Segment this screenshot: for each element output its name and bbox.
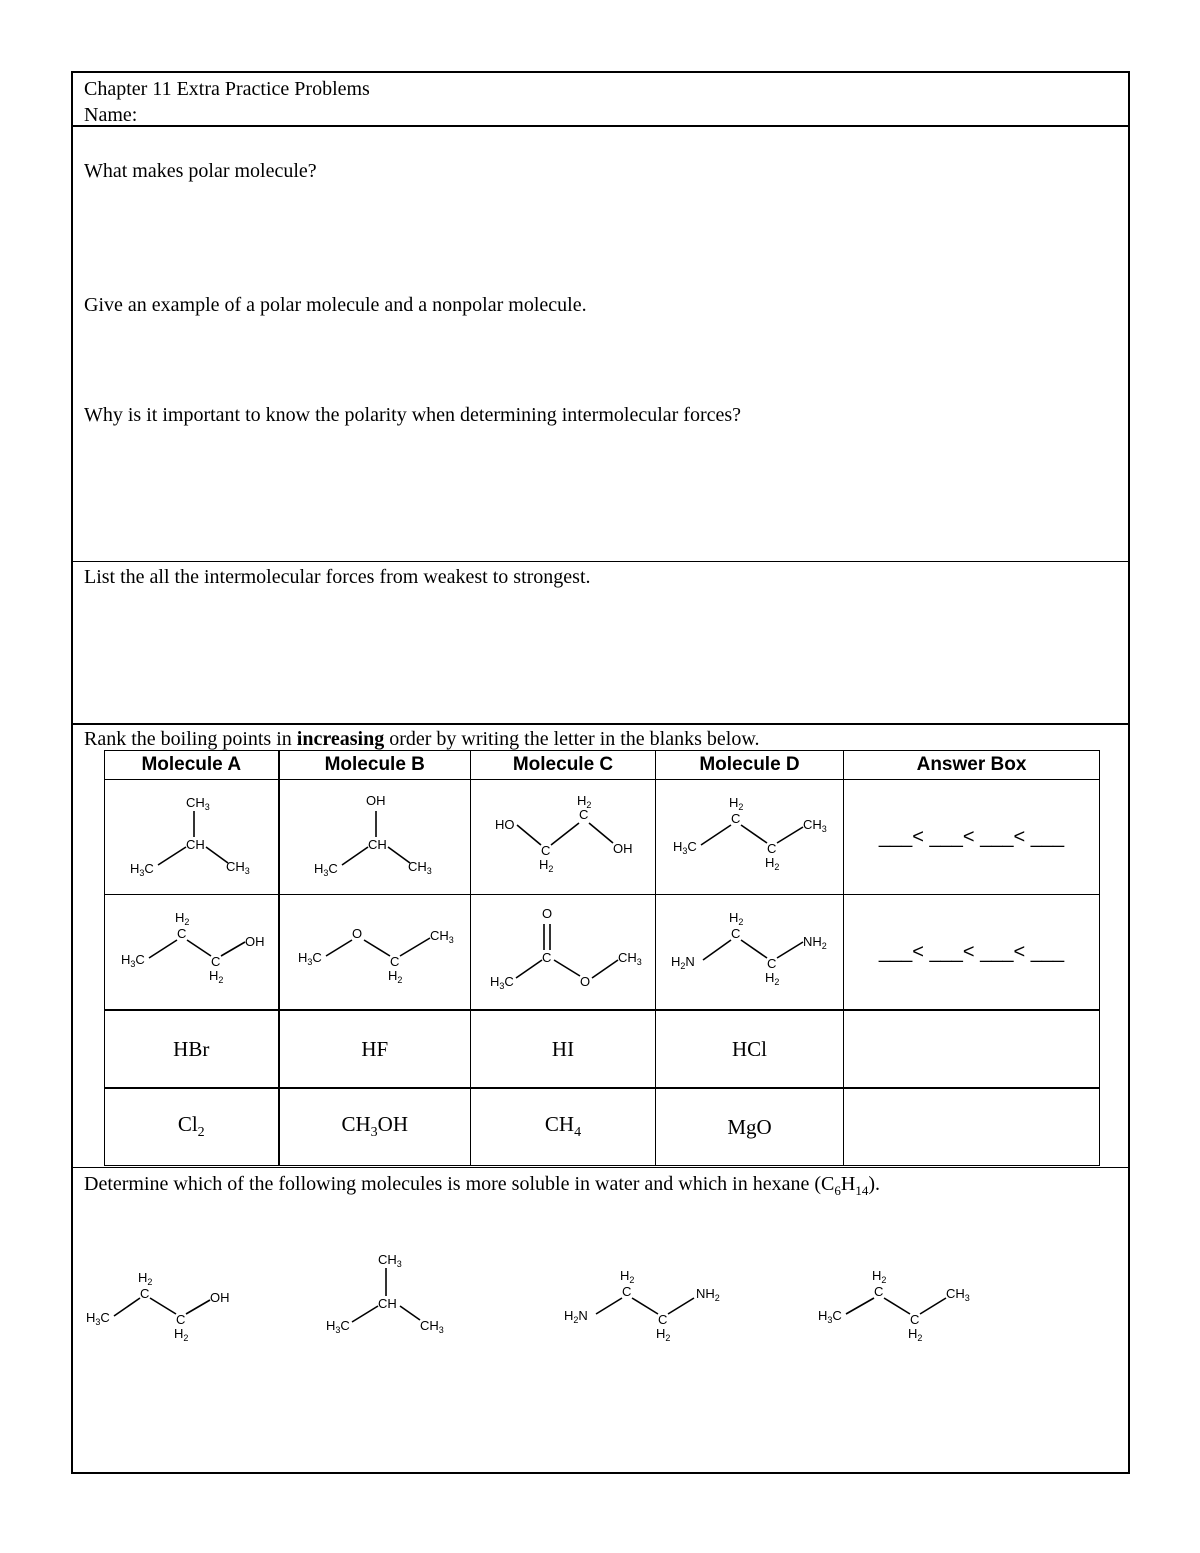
methyl-acetate-structure <box>478 902 648 1002</box>
molecule-d-row1 <box>656 780 844 895</box>
table-row <box>105 895 1100 1011</box>
molecule-c-row3: HI <box>471 1010 656 1088</box>
svg-text:H2: $H_2$ <box>764 970 779 987</box>
svg-text:H2N: $H_2N$ <box>564 1308 588 1325</box>
molecule-c-row2 <box>471 895 656 1011</box>
answer-box-row4[interactable] <box>844 1088 1100 1166</box>
worksheet-title: Chapter 11 Extra Practice Problems <box>84 78 370 100</box>
svg-text:OH: OH <box>365 793 386 808</box>
svg-text:H3C: $H_3C$ <box>297 950 322 967</box>
svg-text:CH3: $CH_3$ <box>946 1286 970 1303</box>
svg-text:H2: $H_2$ <box>138 1270 153 1287</box>
svg-text:OH: OH <box>613 841 633 856</box>
svg-text:HO: HO <box>495 817 515 832</box>
svg-text:C: C <box>140 1286 150 1301</box>
svg-text:H2: $H_2$ <box>728 795 743 812</box>
svg-text:C: C <box>766 841 776 856</box>
svg-text:C: C <box>874 1284 884 1299</box>
svg-text:C: C <box>622 1284 632 1299</box>
svg-text:H2N: $H_2N$ <box>670 954 695 971</box>
molecule-b-row3: HF <box>279 1010 471 1088</box>
svg-text:NH2: $NH_2$ <box>696 1286 720 1303</box>
svg-text:H2: $H_2$ <box>656 1326 671 1343</box>
svg-text:CH: CH <box>378 1296 397 1311</box>
methoxyethane-structure <box>290 902 460 1002</box>
table-row <box>105 1010 1100 1088</box>
svg-text:H3C: $H_3C$ <box>130 861 155 878</box>
answer-box-row2[interactable] <box>844 895 1100 1011</box>
svg-text:C: C <box>177 926 187 941</box>
svg-text:C: C <box>658 1312 668 1327</box>
svg-text:H2: $H_2$ <box>764 855 779 872</box>
svg-text:H3C: $H_3C$ <box>818 1308 842 1325</box>
molecule-d-row4: MgO <box>656 1088 844 1166</box>
svg-text:CH: CH <box>186 837 206 852</box>
isobutane-structure-bottom <box>322 1250 472 1350</box>
svg-text:H2: $H_2$ <box>175 910 190 927</box>
svg-text:OH: OH <box>245 934 265 949</box>
propanol-structure <box>111 902 271 1002</box>
header-answer-box: Answer Box <box>844 751 1100 780</box>
svg-text:H2: $H_2$ <box>577 793 592 810</box>
propanol-structure-bottom <box>82 1262 252 1352</box>
answer-blanks: ___< ___< ___< ___ <box>878 825 1065 848</box>
molecule-d-row2 <box>656 895 844 1011</box>
molecule-a-row2 <box>105 895 279 1011</box>
svg-text:H2: $H_2$ <box>387 968 403 985</box>
svg-text:C: C <box>910 1312 920 1327</box>
table-row <box>105 780 1100 895</box>
svg-text:CH3: $CH_3$ <box>407 859 432 876</box>
solubility-question: Determine which of the following molecules is more soluble in water and which in hexane $(C_6H_{14})$. <box>84 1173 880 1198</box>
butane-structure <box>665 787 835 887</box>
svg-text:H3C: $H_3C$ <box>313 861 338 878</box>
svg-text:CH3: $CH_3$ <box>420 1318 444 1335</box>
svg-text:C: C <box>389 954 400 969</box>
answer-box-row3[interactable] <box>844 1010 1100 1088</box>
divider-section1 <box>71 561 1130 562</box>
name-label: Name: <box>84 104 138 126</box>
svg-text:H2: $H_2$ <box>539 857 554 874</box>
header-molecule-c: Molecule C <box>471 751 656 780</box>
molecule-b-row1 <box>279 780 471 895</box>
svg-text:C: C <box>541 843 551 858</box>
svg-text:H2: $H_2$ <box>908 1326 923 1343</box>
molecule-a-row1 <box>105 780 279 895</box>
question-example: Give an example of a polar molecule and a nonpolar molecule. <box>84 294 587 316</box>
svg-text:C: C <box>579 807 589 822</box>
svg-text:O: O <box>580 974 591 989</box>
molecule-b-row2 <box>279 895 471 1011</box>
svg-text:H3C: $H_3C$ <box>86 1310 110 1327</box>
svg-text:OH: OH <box>210 1290 230 1305</box>
header-molecule-d: Molecule D <box>656 751 844 780</box>
svg-text:C: C <box>176 1312 186 1327</box>
divider-section2 <box>71 723 1130 725</box>
table-header-row <box>105 751 1100 780</box>
svg-text:H3C: $H_3C$ <box>326 1318 350 1335</box>
svg-text:NH2: $NH_2$ <box>802 934 827 951</box>
svg-text:C: C <box>211 954 221 969</box>
divider-header <box>71 125 1130 127</box>
answer-box-row1[interactable] <box>844 780 1100 895</box>
svg-text:CH3: $CH_3$ <box>429 928 454 945</box>
svg-text:H3C: $H_3C$ <box>121 952 146 969</box>
molecule-c-row4: $CH_4$ <box>471 1088 656 1166</box>
molecule-b-row4: $CH_3OH$ <box>279 1088 471 1166</box>
table-row <box>105 1088 1100 1166</box>
svg-text:H3C: $H_3C$ <box>490 974 514 991</box>
answer-blanks: ___< ___< ___< ___ <box>878 940 1065 963</box>
svg-text:C: C <box>542 950 552 965</box>
ranking-table <box>104 750 1100 1166</box>
svg-text:CH3: $CH_3$ <box>802 817 827 834</box>
svg-text:O: O <box>542 906 553 921</box>
question-importance: Why is it important to know the polarity when determining intermolecular forces? <box>84 404 742 426</box>
svg-text:H2: $H_2$ <box>209 968 224 985</box>
svg-text:O: O <box>351 926 362 941</box>
svg-text:H3C: $H_3C$ <box>672 839 697 856</box>
svg-text:H2: $H_2$ <box>620 1268 635 1285</box>
svg-text:CH3: $CH_3$ <box>226 859 251 876</box>
molecule-d-row3: HCl <box>656 1010 844 1088</box>
ethylenediamine-structure-bottom <box>562 1264 742 1354</box>
svg-text:C: C <box>766 956 776 971</box>
header-molecule-a: Molecule A <box>105 751 279 780</box>
isopropanol-structure <box>300 787 450 887</box>
svg-text:CH3: $CH_3$ <box>618 950 642 967</box>
molecule-a-row3: HBr <box>105 1010 279 1088</box>
svg-text:CH3: $CH_3$ <box>186 795 211 812</box>
ranking-instruction: Rank the boiling points in increasing order by writing the letter in the blanks below. <box>84 728 760 750</box>
question-polar: What makes polar molecule? <box>84 160 317 182</box>
molecule-a-row4: $Cl_2$ <box>105 1088 279 1166</box>
svg-text:C: C <box>730 926 740 941</box>
header-molecule-b: Molecule B <box>279 751 471 780</box>
ethylenediamine-structure <box>665 902 835 1002</box>
butane-structure-bottom <box>816 1264 996 1354</box>
question-forces: List the all the intermolecular forces from weakest to strongest. <box>84 566 591 588</box>
propanediol-structure <box>483 787 643 887</box>
svg-text:H2: $H_2$ <box>174 1326 189 1343</box>
svg-text:C: C <box>730 811 740 826</box>
svg-text:H2: $H_2$ <box>872 1268 887 1285</box>
isobutane-structure <box>116 787 266 887</box>
svg-text:CH3: $CH_3$ <box>378 1252 402 1269</box>
divider-section3 <box>71 1167 1130 1168</box>
svg-text:CH: CH <box>367 837 387 852</box>
molecule-c-row1 <box>471 780 656 895</box>
svg-text:H2: $H_2$ <box>728 910 743 927</box>
